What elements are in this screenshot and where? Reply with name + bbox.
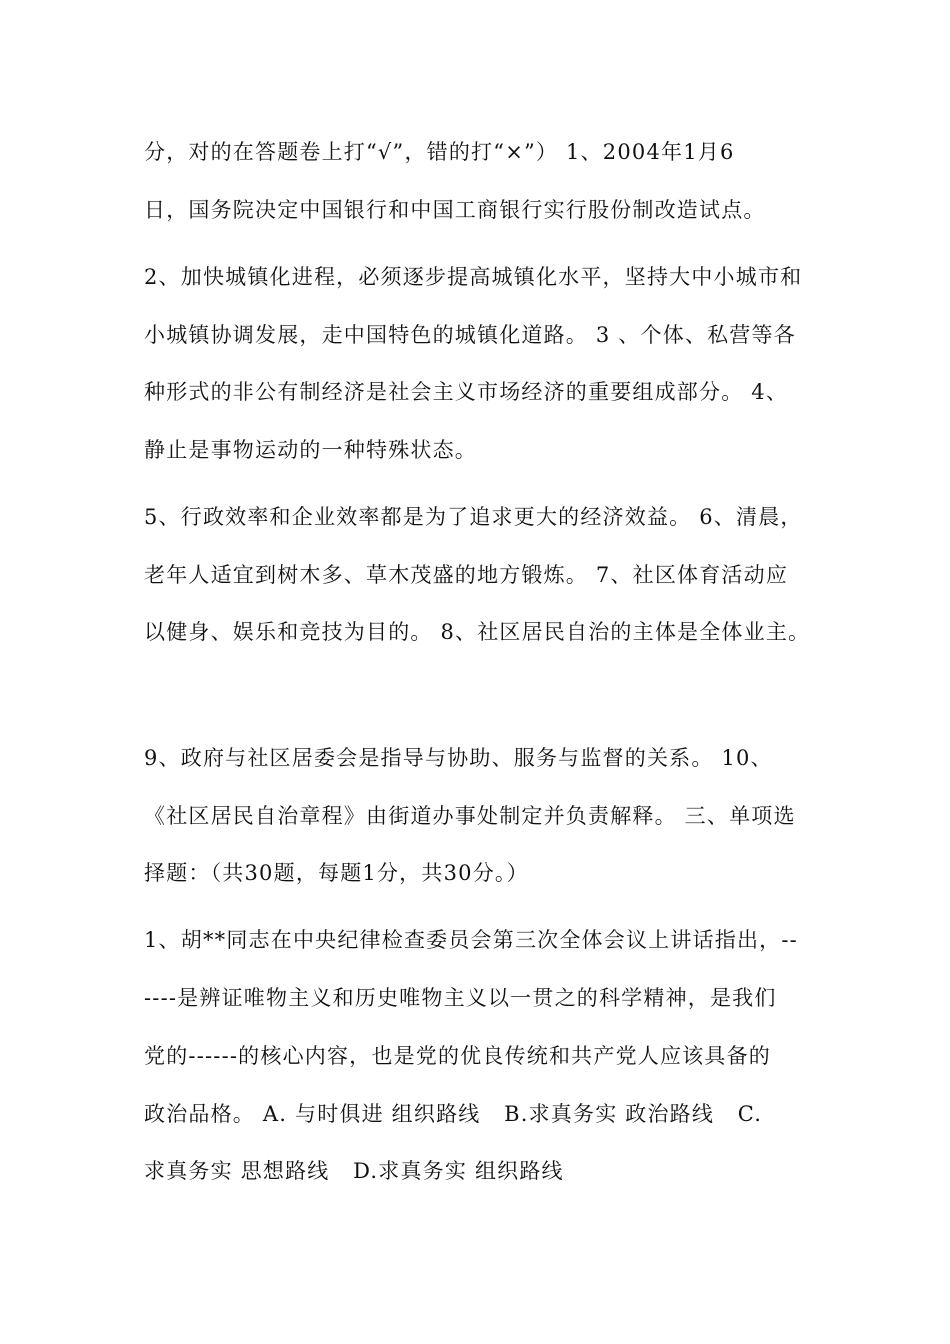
- text-line: 5、行政效率和企业效率都是为了追求更大的经济效益。 6、清晨，: [144, 505, 803, 529]
- text-line: 党的------的核心内容，也是党的优良传统和共产党人应该具备的: [144, 1044, 771, 1068]
- text-line: 《社区居民自治章程》由街道办事处制定并负责解释。 三、单项选: [144, 804, 796, 828]
- text-line: 种形式的非公有制经济是社会主义市场经济的重要组成部分。 4、: [144, 380, 789, 404]
- text-line: 老年人适宜到树木多、草木茂盛的地方锻炼。 7、社区体育活动应: [144, 563, 789, 587]
- text-line: 以健身、娱乐和竞技为目的。 8、社区居民自治的主体是全体业主。: [144, 620, 811, 644]
- text-line: 1、胡**同志在中央纪律检查委员会第三次全体会议上讲话指出，--: [144, 928, 798, 952]
- text-line: 择题：（共30题，每题1分，共30分。）: [144, 861, 529, 885]
- text-line: 日，国务院决定中国银行和中国工商银行实行股份制改造试点。: [144, 198, 766, 222]
- text-line: 小城镇协调发展，走中国特色的城镇化道路。 3 、个体、私营等各: [144, 323, 796, 347]
- text-line: ----是辨证唯物主义和历史唯物主义以一贯之的科学精神，是我们: [144, 986, 777, 1010]
- text-line: 分，对的在答题卷上打“√”，错的打“×”） 1、2004年1月6: [144, 140, 735, 164]
- text-line: 静止是事物运动的一种特殊状态。: [144, 438, 477, 462]
- text-line: 政治品格。 A. 与时俱进 组织路线 B.求真务实 政治路线 C.: [144, 1102, 763, 1126]
- text-line: 2、加快城镇化进程，必须逐步提高城镇化水平，坚持大中小城市和: [144, 265, 803, 289]
- text-line: 9、政府与社区居委会是指导与协助、服务与监督的关系。 10、: [144, 746, 773, 770]
- text-line: 求真务实 思想路线 D.求真务实 组织路线: [144, 1159, 564, 1183]
